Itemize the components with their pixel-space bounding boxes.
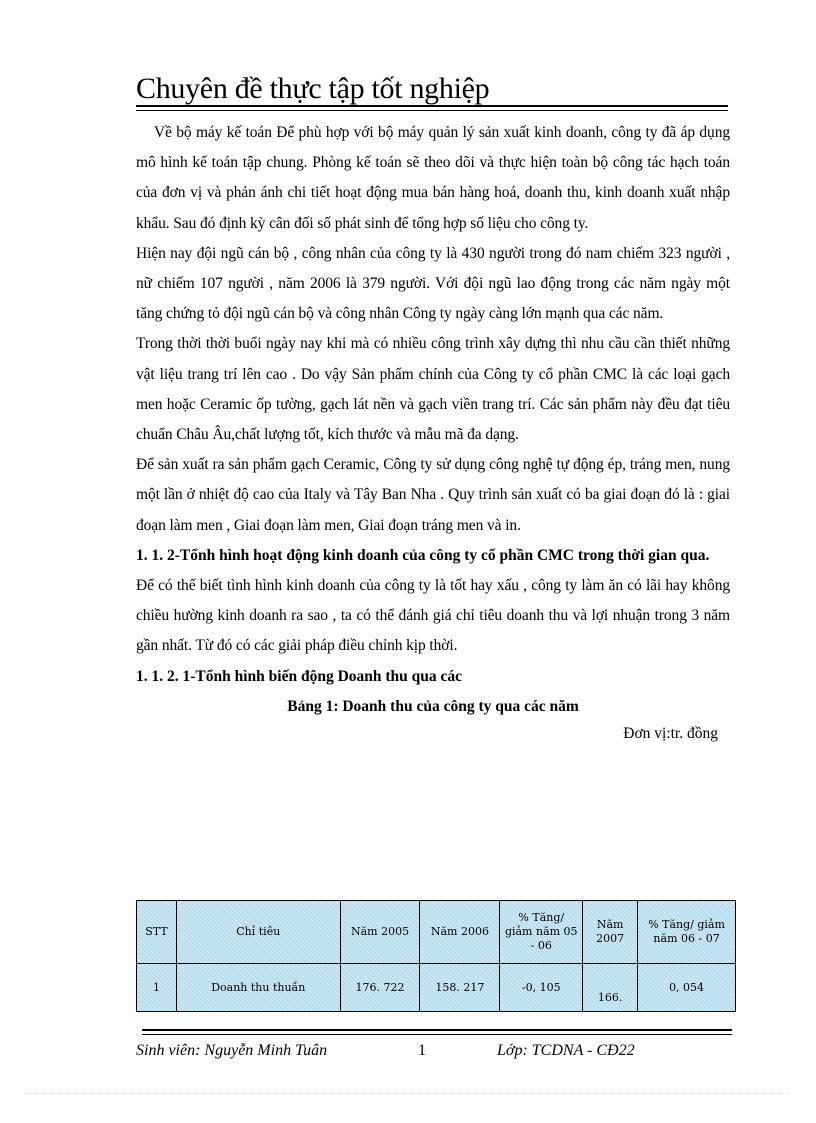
table-header-cell: Năm 2006 xyxy=(420,901,500,964)
table-cell: 0, 054 xyxy=(638,964,736,1012)
table-header-cell: % Tăng/ giảm năm 05 - 06 xyxy=(500,901,583,964)
table-header-row xyxy=(137,901,736,964)
footer-rule-thin xyxy=(142,1034,732,1035)
subsection-heading: 1. 1. 2. 1-Tổnh hình biến động Doanh thu qua các xyxy=(136,667,463,685)
page-title: Chuyên đề thực tập tốt nghiệp xyxy=(136,72,490,105)
table-header-cell: Năm 2005 xyxy=(340,901,420,964)
table-header-cell: Chỉ tiêu xyxy=(176,901,340,964)
page-edge xyxy=(26,1093,790,1094)
table-header-cell: Năm 2007 xyxy=(583,901,638,964)
document-body xyxy=(136,118,730,748)
footer-page-number: 1 xyxy=(418,1042,426,1059)
table-cell: 158. 217 xyxy=(420,964,500,1012)
table-cell: Doanh thu thuần xyxy=(176,964,340,1012)
paragraph-production: Để sản xuất ra sản phẩm gạch Ceramic, Công ty sử dụng công nghệ tự động ép, tráng men, nung một lần ở nhiệt độ cao của Italy và Tây Ban Nha . Quy trình sản xuất có ba giai đoạn đó là : giai đoạn làm men , Giai đoạn làm men, Giai đoạn tráng men và in. xyxy=(136,456,730,534)
section-heading: 1. 1. 2-Tổnh hình hoạt động kinh doanh của công ty cổ phần CMC trong thời gian qua. xyxy=(136,546,710,564)
table-row xyxy=(137,964,736,1012)
table-caption: Bảng 1: Doanh thu của công ty qua các năm xyxy=(287,697,579,715)
revenue-table xyxy=(136,900,736,1012)
paragraph-accounting: Về bộ máy kế toán Để phù hợp với bộ máy quản lý sản xuất kinh doanh, công ty đã áp dụng mô hình kế toán tập chung. Phòng kế toán sẽ theo dõi và thực hiện toàn bộ công tác hạch toán của đơn vị và phản ánh chi tiết hoạt động mua bán hàng hoá, doanh thu, kinh doanh xuất nhập khẩu. Sau đó định kỳ cân đối số phát sinh để tổng hợp số liệu cho công ty. xyxy=(136,124,730,232)
table-cell: 176. 722 xyxy=(340,964,420,1012)
footer-student: Sinh viên: Nguyễn Minh Tuân xyxy=(136,1042,328,1059)
footer-rule-thick xyxy=(142,1029,732,1031)
table-cell: 1 xyxy=(137,964,177,1012)
table-unit: Đơn vị:tr. đồng xyxy=(623,724,718,742)
header-rule-thin xyxy=(136,110,728,111)
paragraph-products: Trong thời thời buổi ngày nay khi mà có nhiều công trình xây dựng thì nhu cầu cần thiết những vật liệu trang trí lên cao . Do vậy Sản phẩm chính của Công ty cổ phần CMC là các loại gạch men hoặc Ceramic ốp tường, gạch lát nền và gạch viền trang trí. Các sản phẩm này đều đạt tiêu chuẩn Châu Âu,chất lượng tốt, kích thước và mẫu mã đa dạng. xyxy=(136,335,730,444)
table-header-cell: STT xyxy=(137,901,177,964)
table-cell: -0, 105 xyxy=(500,964,583,1012)
table-header-cell: % Tăng/ giảm năm 06 - 07 xyxy=(638,901,736,964)
header-rule-thick xyxy=(136,105,728,107)
table-cell: 166. xyxy=(583,964,638,1012)
footer-class: Lớp: TCDNA - CĐ22 xyxy=(497,1042,635,1059)
paragraph-business: Để có thể biết tình hình kinh doanh của công ty là tốt hay xấu , công ty làm ăn có lãi hay không chiều hường kinh doanh ra sao , ta có thể đánh giá chỉ tiêu doanh thu và lợi nhuận trong 3 năm gần nhất. Từ đó có các giải pháp điều chỉnh kịp thời. xyxy=(136,577,730,655)
paragraph-staff: Hiện nay đội ngũ cán bộ , công nhân của công ty là 430 người trong đó nam chiếm 323 người , nữ chiếm 107 người , năm 2006 là 379 người. Với đội ngũ lao động trong các năm ngày một tăng chứng tỏ đội ngũ cán bộ và công nhân Công ty ngày càng lớn mạnh qua các năm. xyxy=(136,244,730,323)
